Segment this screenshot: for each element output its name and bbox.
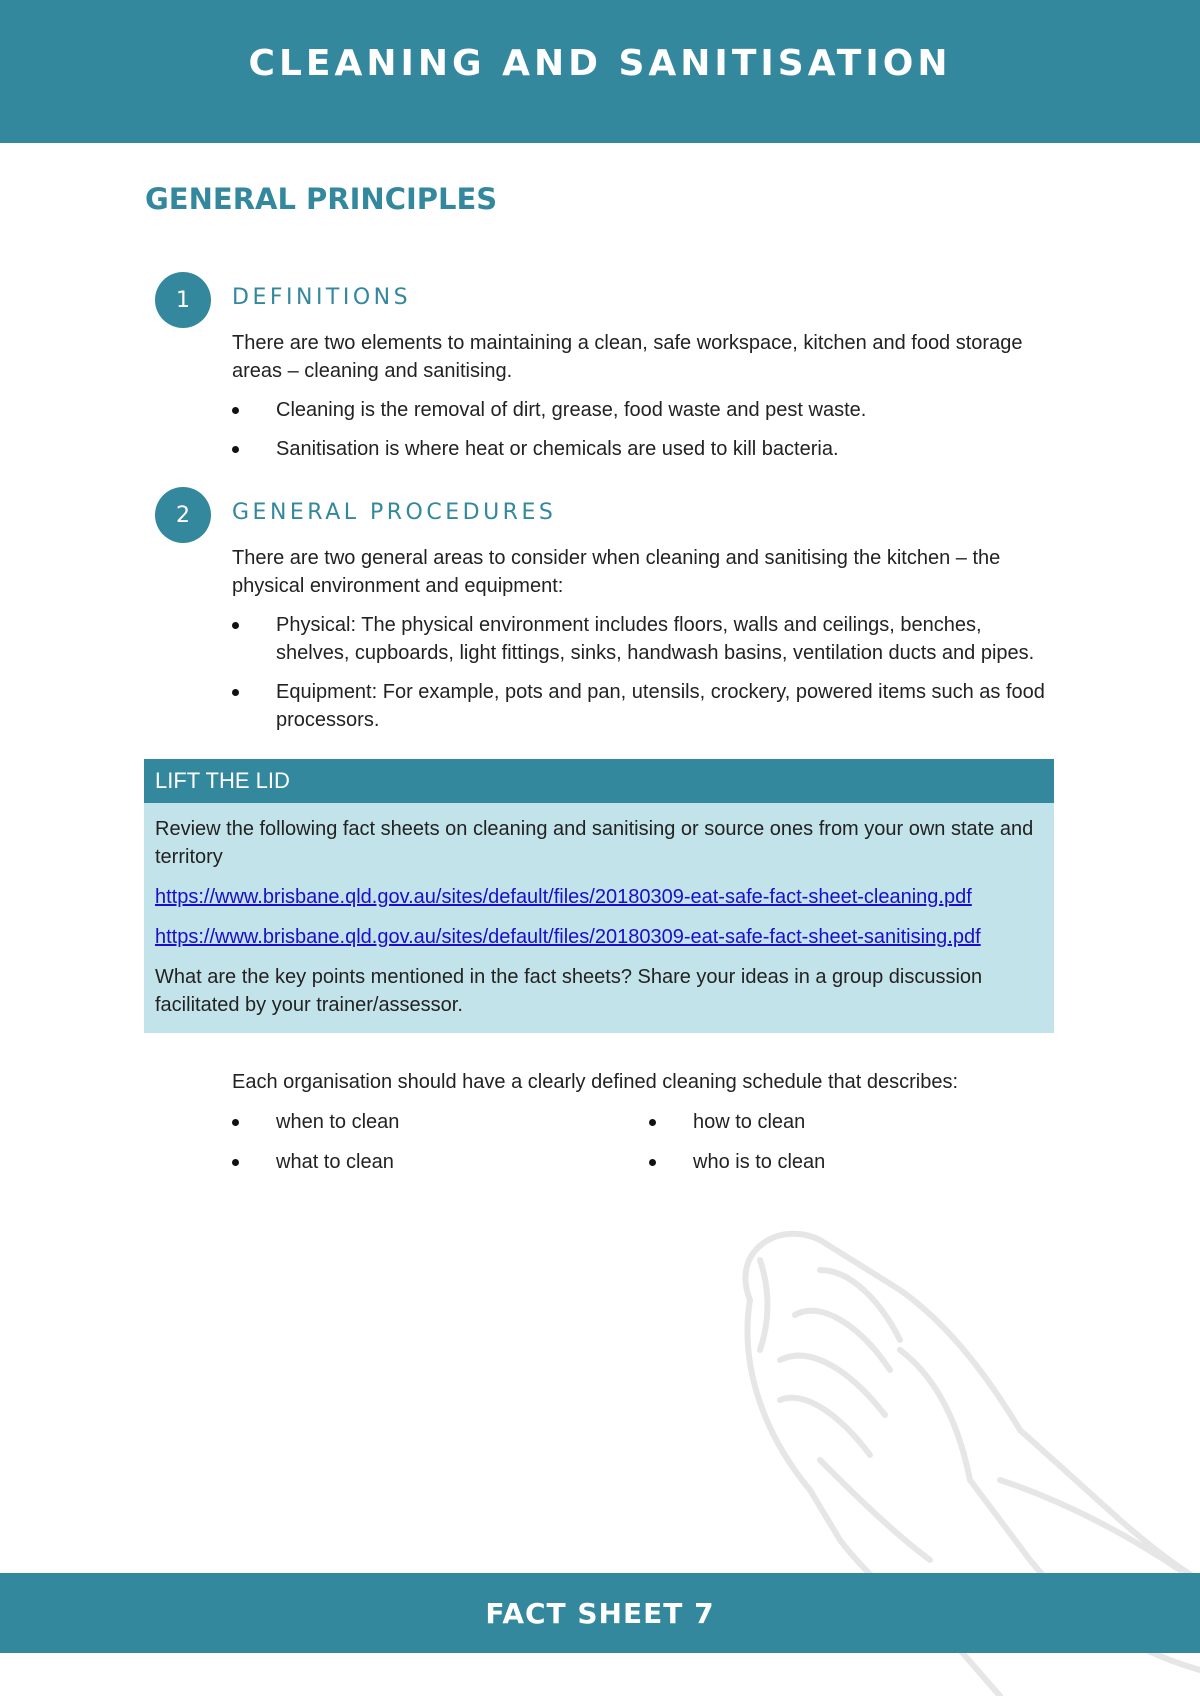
lift-the-lid-intro: Review the following fact sheets on cleaning and sanitising or source ones from your own state and territory	[155, 818, 1034, 868]
list-item: how to clean	[649, 1108, 825, 1136]
definitions-list	[232, 396, 1052, 463]
bullet-icon	[232, 1119, 239, 1126]
cleaning-fact-sheet-link[interactable]: https://www.brisbane.qld.gov.au/sites/default/files/20180309-eat-safe-fact-sheet-cleaning.pdf	[155, 886, 972, 908]
document-title: CLEANING AND SANITISATION	[248, 43, 952, 84]
procedures-heading: GENERAL PROCEDURES	[232, 500, 557, 525]
list-item: Cleaning is the removal of dirt, grease, food waste and pest waste.	[232, 396, 1052, 424]
bullet-icon	[649, 1159, 656, 1166]
bullet-icon	[649, 1119, 656, 1126]
procedures-intro: There are two general areas to consider when cleaning and sanitising the kitchen – the physical environment and equipment:	[232, 547, 1001, 597]
list-item: when to clean	[232, 1108, 399, 1136]
lift-the-lid-panel	[144, 759, 1054, 1033]
procedures-list	[232, 611, 1052, 734]
schedule-list-right	[649, 1108, 825, 1188]
schedule-intro: Each organisation should have a clearly defined cleaning schedule that describes:	[232, 1071, 959, 1093]
definitions-heading: DEFINITIONS	[232, 285, 412, 310]
lift-the-lid-outro: What are the key points mentioned in the fact sheets? Share your ideas in a group discussion facilitated by your trainer/assessor.	[155, 966, 983, 1016]
bullet-icon	[232, 622, 239, 629]
step-number-badge: 1	[155, 272, 211, 328]
lift-the-lid-body	[144, 803, 1054, 1019]
lift-the-lid-heading: LIFT THE LID	[144, 759, 1054, 803]
section-title: GENERAL PRINCIPLES	[145, 182, 498, 216]
page-header	[0, 0, 1200, 143]
list-item: what to clean	[232, 1148, 399, 1176]
list-item: Physical: The physical environment includes floors, walls and ceilings, benches, shelves, cupboards, light fittings, sinks, handwash basins, ventilation ducts and pipes.	[232, 611, 1052, 667]
list-item: Equipment: For example, pots and pan, utensils, crockery, powered items such as food processors.	[232, 678, 1052, 734]
bullet-icon	[232, 407, 239, 414]
bullet-icon	[232, 1159, 239, 1166]
list-item: who is to clean	[649, 1148, 825, 1176]
list-item: Sanitisation is where heat or chemicals are used to kill bacteria.	[232, 435, 1052, 463]
sanitising-fact-sheet-link[interactable]: https://www.brisbane.qld.gov.au/sites/default/files/20180309-eat-safe-fact-sheet-sanitising.pdf	[155, 926, 981, 948]
schedule-list-left	[232, 1108, 399, 1188]
step-number-badge: 2	[155, 487, 211, 543]
bullet-icon	[232, 689, 239, 696]
fact-sheet-label: FACT SHEET 7	[485, 1596, 715, 1630]
page-footer	[0, 1573, 1200, 1653]
bullet-icon	[232, 446, 239, 453]
definitions-intro: There are two elements to maintaining a clean, safe workspace, kitchen and food storage areas – cleaning and sanitising.	[232, 332, 1023, 382]
